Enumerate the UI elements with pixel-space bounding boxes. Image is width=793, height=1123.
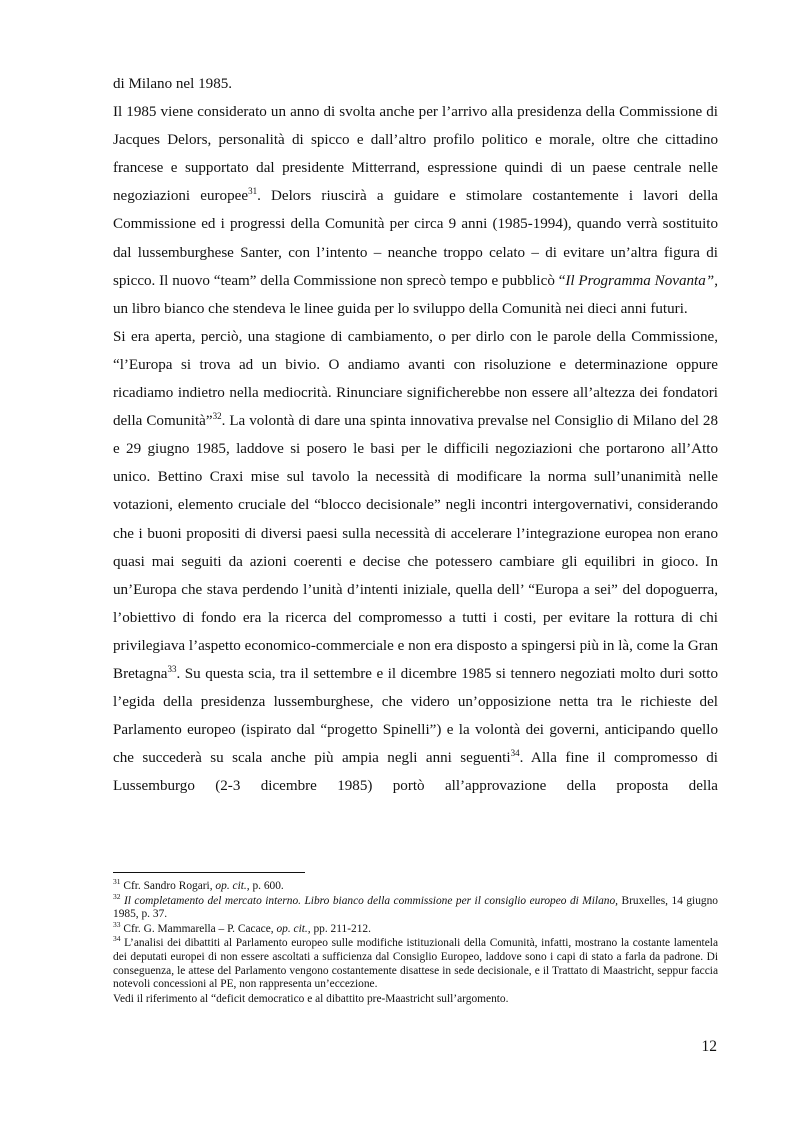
footnote-ref-34[interactable]: 34 <box>510 748 520 759</box>
text-run: L’analisi dei dibattiti al Parlamento europeo sulle modifiche istituzionali della Comunità, infatti, mostrano la costante lamentela dei deputati europei di non essere ascoltati a sufficienza dal Consiglio Europeo, laddove sono i capi di stato a farla da padrone. Di conseguenza, le attese del Parlamento vengono costantemente disattese in sede decisionale, e il Trattato di Maastricht, seppur faccia notevoli concessioni al PE, non rappresenta un’eccezione. <box>113 937 718 991</box>
text-run: Cfr. G. Mammarella – P. Cacace, <box>120 922 277 935</box>
text-run: . Alla fine il compromesso di Lussemburgo (2-3 dicembre 1985) portò all’approvazione della proposta della <box>113 750 719 795</box>
text-run: pp. 211-212. <box>310 922 371 935</box>
text-run: . Delors riuscirà a guidare e stimolare costantemente i lavori della Commissione ed i progressi della Comunità per circa 9 anni (1985-1994), quando verrà sostituito dal lussemburghese Santer, con l’intento – neanche troppo celato – di evitare un’altra figura di spicco. Il nuovo “team” della Commissione non sprecò tempo e pubblicò “ <box>113 188 718 289</box>
paragraph-continued <box>113 70 718 98</box>
text-run: Vedi il riferimento al “deficit democratico e al dibattito pre-Maastricht sull’argomento. <box>113 992 509 1005</box>
paragraph-milano-council <box>113 323 718 801</box>
text-run: . Su questa scia, tra il settembre e il dicembre 1985 si tennero negoziati molto duri sotto l’egida della presidenza lussemburghese, che videro un’opposizione netta tra le richieste del Parlamento europeo (ispirato dal “progetto Spinelli”) e la volontà dei governi, anticipando quello che succederà su scala anche più ampia negli anni seguenti <box>113 665 718 767</box>
text-run: Cfr. Sandro Rogari, <box>120 880 216 892</box>
footnote-33 <box>113 919 718 937</box>
text-run: . La volontà di dare una spinta innovativa prevalse nel Consiglio di Milano del 28 e 29 giugno 1985, laddove si posero le basi per le difficili negoziazioni che portarono all’Atto unico. Bettino Craxi mise sul tavolo la necessità di modificare la norma sull’unanimità nelle votazioni, elemento cruciale del “blocco decisionale” negli incontri intergovernativi, considerando che i buoni propositi di diversi paesi sulla necessità di accelerare l’integrazione europea non erano quasi mai seguiti da azioni coerenti e decise che potessero cambiare gli equilibri in gioco. In un’Europa che stava perdendo l’unità d’intenti iniziale, quella dell’ “Europa a sei” del dopoguerra, l’obiettivo di fondo era la ricerca del compromesso a tutti i costi, per evitare la rottura di chi privilegiava l’aspetto economico-commerciale e non era disposto a spingersi più in là, come la Gran Bretagna <box>113 413 718 682</box>
footnote-ref-32[interactable]: 32 <box>212 411 222 422</box>
text-run: Bruxelles, 14 giugno 1985, p. 37. <box>113 894 719 921</box>
text-run: p. 600. <box>249 880 284 892</box>
footnote-ref-33[interactable]: 33 <box>167 663 177 674</box>
main-text <box>113 70 718 800</box>
footnote-number: 31 <box>113 877 121 887</box>
text-run: Il 1985 viene considerato un anno di svolta anche per l’arrivo alla presidenza della Commissione di Jacques Delors, personalità di spicco e dall’altro profilo politico e morale, oltre che cittadino francese e supportato dal presidente Mitterrand, espressione quindi di un paese centrale nelle negoziazioni europee <box>113 104 718 205</box>
footnote-ref-31[interactable]: 31 <box>248 186 258 197</box>
page-number: 12 <box>701 1038 717 1055</box>
footnote-34-continued <box>113 993 718 1007</box>
text-run: di Milano nel 1985. <box>113 76 233 92</box>
footnote-separator <box>113 872 305 873</box>
footnote-number: 34 <box>113 934 121 944</box>
footnote-number: 32 <box>113 891 121 901</box>
text-run: , un libro bianco che stendeva le linee guida per lo sviluppo della Comunità nei dieci anni futuri. <box>113 272 718 317</box>
footnote-32 <box>113 891 719 922</box>
footnote-34 <box>113 934 718 991</box>
italic-title: Il Programma Novanta” <box>565 272 715 289</box>
paragraph-delors <box>113 98 718 323</box>
text-run: Si era aperta, perciò, una stagione di cambiamento, o per dirlo con le parole della Commissione, “l’Europa si trova ad un bivio. O andiamo avanti con risoluzione e determinazione oppure ricadiamo indietro nella mediocrità. Rinunciare significherebbe non essere all’altezza dei fondatori della Comunità” <box>113 328 718 430</box>
footnote-number: 33 <box>113 919 121 929</box>
italic-run: op. cit., <box>276 922 311 935</box>
italic-run: Il completamento del mercato interno. Libro bianco della commissione per il consiglio europeo di Milano, <box>120 894 619 907</box>
footnote-31 <box>113 877 718 894</box>
italic-run: op. cit., <box>215 880 250 892</box>
footnotes <box>113 877 719 1006</box>
